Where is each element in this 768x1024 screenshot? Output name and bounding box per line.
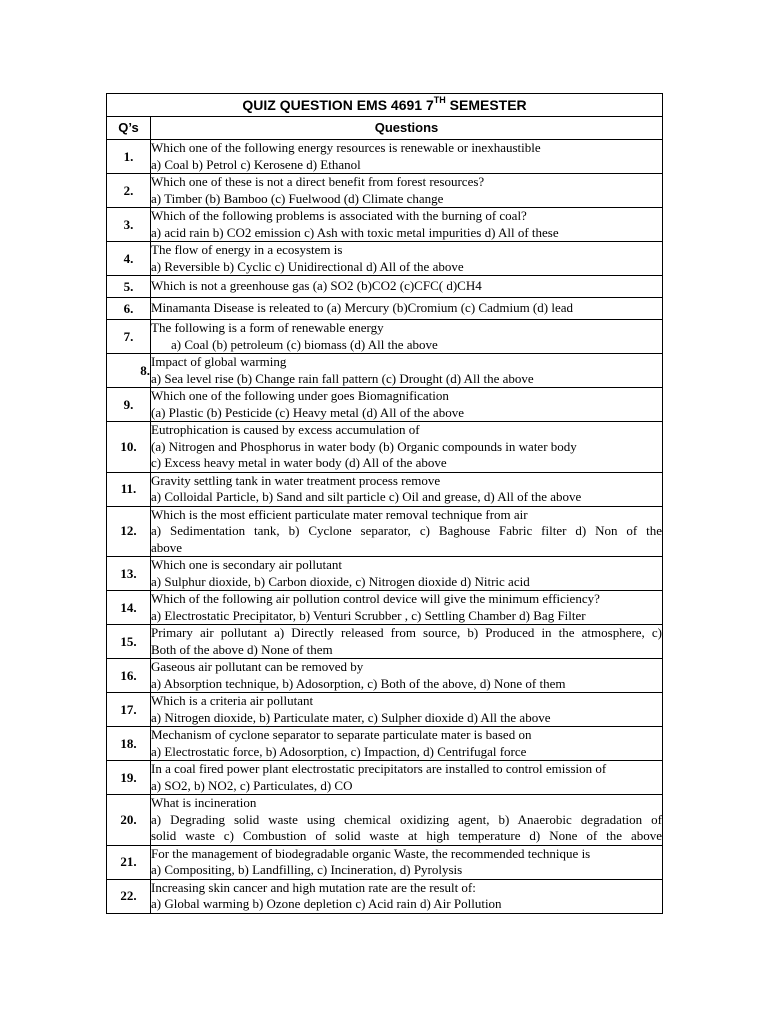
question-row [107, 845, 663, 879]
question-line: a) Electrostatic force, b) Adosorption, c) Impaction, d) Centrifugal force [151, 743, 527, 759]
question-text [151, 591, 663, 625]
question-line: Gaseous air pollutant can be removed by [151, 659, 364, 674]
question-line: Which is a criteria air pollutant [151, 693, 314, 708]
question-row [107, 174, 663, 208]
question-number: 7. [107, 320, 151, 354]
question-number: 13. [107, 557, 151, 591]
question-number: 17. [107, 693, 151, 727]
question-line: What is incineration [151, 795, 257, 810]
question-number: 8. [107, 354, 151, 388]
question-line: Which one of the following energy resources is renewable or inexhaustible [151, 140, 541, 155]
question-row [107, 276, 663, 298]
question-number: 19. [107, 761, 151, 795]
quiz-title-tail: SEMESTER [445, 97, 527, 113]
question-text [151, 320, 663, 354]
question-text [151, 727, 663, 761]
header-question-number: Q’s [107, 117, 151, 140]
quiz-title-main: QUIZ QUESTION EMS 4691 7 [242, 97, 434, 113]
question-row [107, 659, 663, 693]
question-text [151, 879, 663, 913]
header-questions: Questions [151, 117, 663, 140]
question-text [151, 140, 663, 174]
question-text [151, 761, 663, 795]
question-number: 3. [107, 208, 151, 242]
quiz-table-body [107, 94, 663, 914]
question-line: In a coal fired power plant electrostatic precipitators are installed to control emission of [151, 761, 607, 776]
question-line: a) Electrostatic Precipitator, b) Venturi Scrubber , c) Settling Chamber d) Bag Filter [151, 607, 586, 623]
question-row [107, 761, 663, 795]
question-line: a) Nitrogen dioxide, b) Particulate mater, c) Sulpher dioxide d) All the above [151, 709, 551, 725]
question-line: Which one is secondary air pollutant [151, 557, 342, 572]
question-row [107, 506, 663, 557]
question-text [151, 276, 663, 298]
question-row [107, 625, 663, 659]
question-text [151, 472, 663, 506]
question-row [107, 591, 663, 625]
question-line: Mechanism of cyclone separator to separate particulate mater is based on [151, 727, 532, 742]
question-number: 16. [107, 659, 151, 693]
question-line: a) Absorption technique, b) Adosorption, c) Both of the above, d) None of them [151, 675, 566, 691]
question-text [151, 506, 663, 557]
question-row [107, 298, 663, 320]
question-line: a) Compositing, b) Landfilling, c) Incineration, d) Pyrolysis [151, 862, 463, 877]
title-row [107, 94, 663, 117]
header-row [107, 117, 663, 140]
quiz-title-superscript: TH [433, 95, 446, 106]
question-number: 21. [107, 845, 151, 879]
question-line: a) Reversible b) Cyclic c) Unidirectional d) All of the above [151, 258, 464, 274]
question-number: 11. [107, 472, 151, 506]
question-row [107, 795, 663, 846]
question-number: 18. [107, 727, 151, 761]
question-line: a) acid rain b) CO2 emission c) Ash with toxic metal impurities d) All of these [151, 224, 559, 240]
question-line: The flow of energy in a ecosystem is [151, 242, 343, 257]
question-text [151, 693, 663, 727]
question-number: 1. [107, 140, 151, 174]
question-line: For the management of biodegradable organic Waste, the recommended technique is [151, 845, 591, 861]
question-line: (a) Nitrogen and Phosphorus in water body (b) Organic compounds in water body [151, 438, 577, 454]
question-line: a) Sedimentation tank, b) Cyclone separator, c) Baghouse Fabric filter d) Non of the [151, 523, 663, 538]
question-text [151, 298, 663, 320]
question-row [107, 879, 663, 913]
question-number: 12. [107, 506, 151, 557]
question-text [151, 174, 663, 208]
question-number: 14. [107, 591, 151, 625]
question-number: 10. [107, 422, 151, 473]
quiz-title [107, 94, 663, 117]
question-text [151, 242, 663, 276]
question-text [151, 845, 663, 879]
quiz-table [106, 93, 663, 914]
question-text [151, 208, 663, 242]
question-line: a) Global warming b) Ozone depletion c) Acid rain d) Air Pollution [151, 896, 502, 911]
question-line: a) Sea level rise (b) Change rain fall pattern (c) Drought (d) All the above [151, 370, 534, 386]
question-line: a) Sulphur dioxide, b) Carbon dioxide, c) Nitrogen dioxide d) Nitric acid [151, 573, 530, 589]
question-line: Which one of these is not a direct benefit from forest resources? [151, 174, 485, 189]
question-line: Which of the following air pollution control device will give the minimum efficiency? [151, 591, 600, 606]
question-line: a) Coal (b) petroleum (c) biomass (d) All the above [171, 336, 438, 352]
question-row [107, 693, 663, 727]
question-line: above [151, 539, 183, 555]
question-line: Eutrophication is caused by excess accumulation of [151, 422, 420, 437]
question-text [151, 659, 663, 693]
question-row [107, 140, 663, 174]
question-line: Which is not a greenhouse gas (a) SO2 (b)CO2 (c)CFC( d)CH4 [151, 278, 482, 294]
question-number: 4. [107, 242, 151, 276]
question-line: (a) Plastic (b) Pesticide (c) Heavy metal (d) All of the above [151, 404, 464, 420]
question-number: 15. [107, 625, 151, 659]
question-text [151, 557, 663, 591]
question-line: Which one of the following under goes Biomagnification [151, 388, 449, 403]
question-text [151, 354, 663, 388]
question-line: Impact of global warming [151, 354, 287, 369]
question-line: Minamanta Disease is releated to (a) Mercury (b)Cromium (c) Cadmium (d) lead [151, 300, 573, 316]
question-number: 22. [107, 879, 151, 913]
question-number: 6. [107, 298, 151, 320]
question-line: Increasing skin cancer and high mutation rate are the result of: [151, 879, 476, 895]
question-row [107, 242, 663, 276]
question-row [107, 557, 663, 591]
question-row [107, 354, 663, 388]
question-line: a) SO2, b) NO2, c) Particulates, d) CO [151, 777, 353, 793]
question-line: Gravity settling tank in water treatment process remove [151, 472, 441, 488]
question-number: 9. [107, 388, 151, 422]
question-row [107, 320, 663, 354]
question-line: a) Coal b) Petrol c) Kerosene d) Ethanol [151, 156, 361, 172]
question-line: Which of the following problems is associated with the burning of coal? [151, 208, 527, 223]
question-line: a) Degrading solid waste using chemical oxidizing agent, b) Anaerobic degradation of [151, 811, 663, 827]
question-line: a) Timber (b) Bamboo (c) Fuelwood (d) Climate change [151, 190, 444, 206]
question-row [107, 422, 663, 473]
question-row [107, 208, 663, 242]
question-row [107, 472, 663, 506]
question-line: Both of the above d) None of them [151, 641, 333, 657]
question-row [107, 388, 663, 422]
question-line: solid waste c) Combustion of solid waste at high temperature d) None of the above [151, 828, 663, 843]
question-line: c) Excess heavy metal in water body (d) All of the above [151, 455, 447, 470]
question-number: 20. [107, 795, 151, 846]
question-text [151, 625, 663, 659]
question-number: 5. [107, 276, 151, 298]
question-line: Primary air pollutant a) Directly released from source, b) Produced in the atmosphere, c) [151, 625, 663, 640]
question-number: 2. [107, 174, 151, 208]
question-line: The following is a form of renewable energy [151, 320, 384, 335]
question-line: Which is the most efficient particulate mater removal technique from air [151, 506, 528, 522]
question-text [151, 795, 663, 846]
question-text [151, 388, 663, 422]
question-line: a) Colloidal Particle, b) Sand and silt particle c) Oil and grease, d) All of the above [151, 489, 582, 504]
question-row [107, 727, 663, 761]
question-text [151, 422, 663, 473]
